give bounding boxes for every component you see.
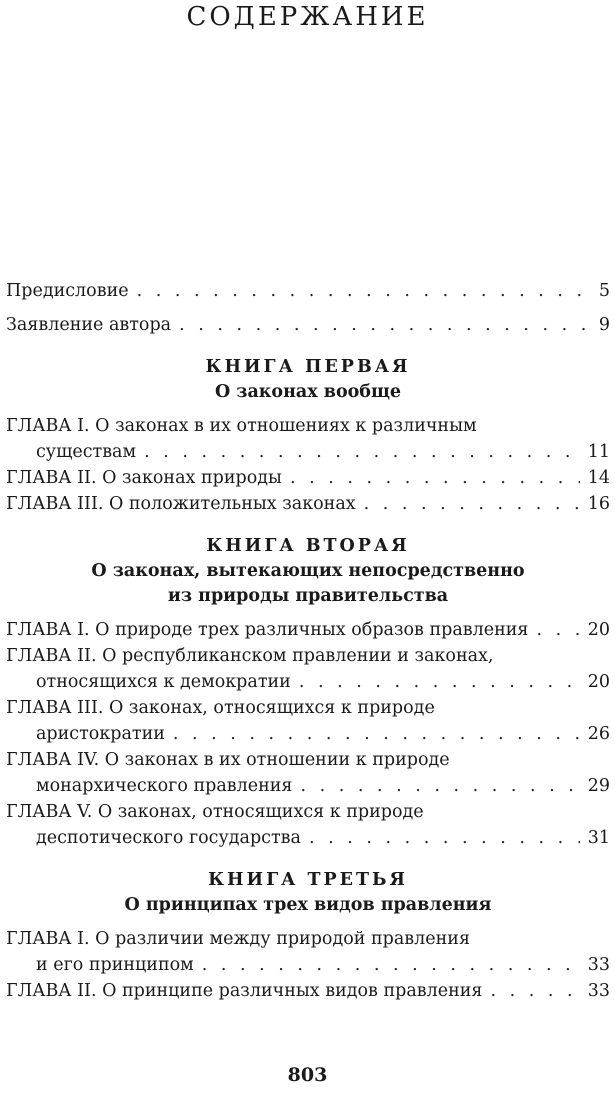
- chapter-title-line: ГЛАВА II. О принципе различных видов правления: [6, 981, 483, 1001]
- chapter-title-line: монархического правления: [36, 776, 293, 796]
- dot-leader: [299, 669, 580, 695]
- toc-entry-page: 20: [587, 620, 610, 640]
- toc-entry-page: 16: [587, 494, 610, 514]
- toc-entry-page: 33: [587, 981, 610, 1001]
- toc-entry-chapter[interactable]: [6, 465, 610, 491]
- toc-entry-chapter[interactable]: [6, 617, 610, 643]
- dot-leader: [309, 825, 580, 851]
- book-heading-1: [6, 354, 610, 405]
- toc-entry-page: 20: [587, 672, 610, 692]
- chapter-title-line: и его принципом: [36, 955, 194, 975]
- table-of-contents: [6, 278, 610, 1004]
- book-subtitle: из природы правительства: [167, 586, 449, 606]
- book-label: КНИГА ПЕРВАЯ: [205, 357, 411, 377]
- toc-entry-chapter[interactable]: [6, 695, 610, 747]
- toc-entry-label: Заявление автора: [6, 315, 172, 335]
- toc-entry-chapter[interactable]: [6, 926, 610, 978]
- toc-entry-author-statement[interactable]: [6, 312, 610, 338]
- toc-entry-page: 14: [587, 468, 610, 488]
- page-title: СОДЕРЖАНИЕ: [186, 2, 429, 32]
- toc-entry-chapter[interactable]: [6, 491, 610, 517]
- toc-entry-chapter[interactable]: [6, 747, 610, 799]
- dot-leader: [490, 978, 579, 1004]
- chapter-title-line: ГЛАВА V. О законах, относящихся к природе: [6, 802, 424, 822]
- toc-entry-page: 29: [587, 776, 610, 796]
- toc-entry-chapter[interactable]: [6, 799, 610, 851]
- chapter-title-line: деспотического государства: [36, 828, 301, 848]
- toc-entry-page: 26: [587, 724, 610, 744]
- chapter-title-line: относящихся к демократии: [36, 672, 291, 692]
- toc-entry-chapter[interactable]: [6, 978, 610, 1004]
- toc-entry-page: 9: [598, 315, 610, 335]
- dot-leader: [364, 491, 580, 517]
- dot-leader: [173, 721, 580, 747]
- chapter-title-line: ГЛАВА IV. О законах в их отношении к природе: [6, 750, 450, 770]
- page-number: 803: [287, 1064, 328, 1086]
- dot-leader: [290, 465, 580, 491]
- dot-leader: [536, 617, 579, 643]
- book-label: КНИГА ВТОРАЯ: [206, 536, 410, 556]
- dot-leader: [137, 278, 591, 304]
- toc-entry-label: Предисловие: [6, 281, 129, 301]
- toc-entry-preface[interactable]: [6, 278, 610, 304]
- chapter-title-line: ГЛАВА III. О законах, относящихся к природе: [6, 698, 435, 718]
- book-subtitle: О законах вообще: [214, 382, 402, 402]
- dot-leader: [300, 773, 579, 799]
- book-subtitle: О принципах трех видов правления: [124, 895, 492, 915]
- dot-leader: [202, 952, 580, 978]
- toc-entry-page: 11: [587, 442, 610, 462]
- dot-leader: [144, 439, 580, 465]
- toc-entry-page: 31: [587, 828, 610, 848]
- book-heading-2: [6, 533, 610, 609]
- chapter-title-line: существам: [36, 442, 137, 462]
- book-label: КНИГА ТРЕТЬЯ: [208, 870, 408, 890]
- book-heading-3: [6, 867, 610, 918]
- chapter-title-line: ГЛАВА II. О законах природы: [6, 468, 282, 488]
- book-subtitle: О законах, вытекающих непосредственно: [91, 561, 525, 581]
- toc-entry-page: 5: [598, 281, 610, 301]
- toc-entry-chapter[interactable]: [6, 643, 610, 695]
- toc-entry-page: 33: [587, 955, 610, 975]
- chapter-title-line: ГЛАВА II. О республиканском правлении и законах,: [6, 646, 494, 666]
- chapter-title-line: ГЛАВА I. О различии между природой правления: [6, 929, 470, 949]
- toc-entry-chapter[interactable]: [6, 413, 610, 465]
- dot-leader: [179, 312, 591, 338]
- chapter-title-line: ГЛАВА III. О положительных законах: [6, 494, 356, 514]
- chapter-title-line: ГЛАВА I. О законах в их отношениях к различным: [6, 416, 477, 436]
- chapter-title-line: аристократии: [36, 724, 165, 744]
- chapter-title-line: ГЛАВА I. О природе трех различных образов правления: [6, 620, 529, 640]
